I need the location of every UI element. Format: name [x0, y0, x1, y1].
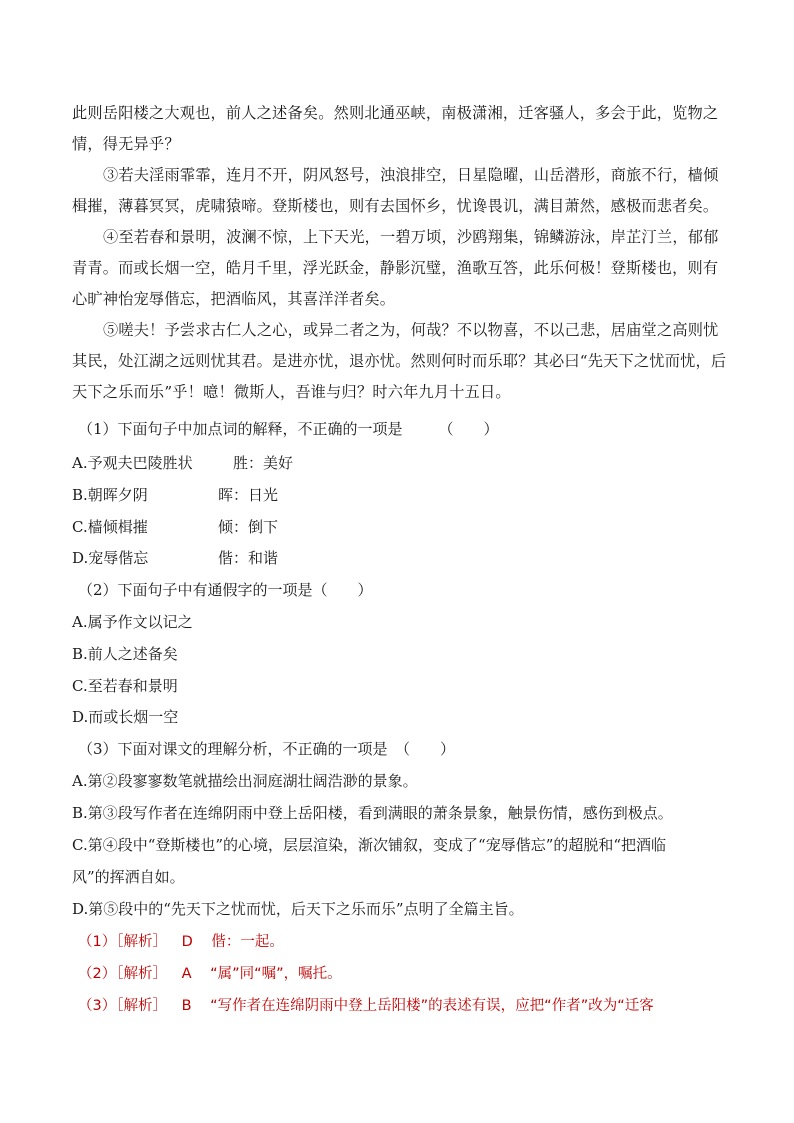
- passage-paragraph-4: ④至若春和景明，波澜不惊，上下天光，一碧万顷，沙鸥翔集，锦鳞游泳，岸芷汀兰，郁郁青青。而或长烟一空，皓月千里，浮光跃金，静影沉璧，渔歌互答，此乐何极！登斯楼也，则有心旷神怡宠辱偕忘，把酒临风，其喜洋洋者矣。: [72, 228, 719, 308]
- q1-option-b: B.朝晖夕阴: [72, 486, 148, 504]
- answer-2-text: “属”同“嘱”，嘱托。: [210, 966, 342, 982]
- q3-option-b: B.第③段写作者在连绵阴雨中登上岳阳楼，看到满眼的萧条景象，触景伤情，感伤到极点。: [72, 804, 673, 822]
- q1-option-a: A.予观夫巴陵胜状: [72, 454, 193, 472]
- answer-3-key: B: [181, 998, 192, 1014]
- question-1-stem: [78, 418, 499, 439]
- q3-option-d: D.第⑤段中的“先天下之忧而忧，后天下之乐而乐”点明了全篇主旨。: [72, 900, 524, 918]
- passage-paragraph-2: 此则岳阳楼之大观也，前人之述备矣。然则北通巫峡，南极潇湘，迁客骚人，多会于此，览物之情，得无异乎？: [72, 104, 719, 153]
- q1-option-d: D.宠辱偕忘: [72, 549, 149, 567]
- answer-3: [78, 994, 654, 1015]
- answer-2-key: A: [181, 966, 192, 982]
- answer-1: [78, 930, 284, 951]
- q3-option-a: A.第②段寥寥数笔就描绘出洞庭湖壮阔浩渺的景象。: [72, 772, 418, 790]
- q1-option-c-gloss: 倾：倒下: [218, 518, 279, 536]
- q1-option-d-gloss: 偕：和谐: [218, 549, 279, 567]
- question-1-bracket: （ ）: [438, 420, 499, 438]
- q2-option-c: C.至若春和景明: [72, 677, 178, 695]
- answer-2: [78, 962, 342, 983]
- question-1-text: （1）下面句子中加点词的解释，不正确的一项是: [78, 420, 403, 438]
- q3-option-c: C.第④段中“登斯楼也”的心境，层层渲染，渐次铺叙，变成了“宠辱偕忘”的超脱和“把酒临: [72, 836, 667, 854]
- answer-1-label: （1）［解析］: [78, 934, 167, 950]
- q2-option-d: D.而或长烟一空: [72, 708, 179, 726]
- passage-paragraph-5: ⑤嗟夫！予尝求古仁人之心，或异二者之为，何哉？不以物喜，不以己悲，居庙堂之高则忧其民，处江湖之远则忧其君。是进亦忧，退亦忧。然则何时而乐耶？其必曰“先天下之忧而忧，后天下之乐而乐”乎！噫！微斯人，吾谁与归？时六年九月十五日。: [72, 321, 727, 401]
- answer-1-text: 偕：一起。: [211, 934, 284, 950]
- passage: [72, 98, 730, 408]
- answer-3-label: （3）［解析］: [78, 998, 167, 1014]
- answer-1-key: D: [181, 934, 193, 950]
- question-3-stem: （3）下面对课文的理解分析，不正确的一项是 （ ）: [78, 740, 456, 758]
- q1-option-a-gloss: 胜：美好: [233, 454, 294, 472]
- q2-option-b: B.前人之述备矣: [72, 645, 178, 663]
- q1-option-b-gloss: 晖：日光: [218, 486, 279, 504]
- q3-option-c-continued: 风”的挥洒自如。: [72, 868, 185, 886]
- passage-paragraph-3: ③若夫淫雨霏霏，连月不开，阴风怒号，浊浪排空，日星隐曜，山岳潜形，商旅不行，樯倾楫摧，薄暮冥冥，虎啸猿啼。登斯楼也，则有去国怀乡，忧谗畏讥，满目萧然，感极而悲者矣。: [72, 166, 719, 215]
- question-2-stem: （2）下面句子中有通假字的一项是（ ）: [78, 581, 373, 599]
- q1-option-c: C.樯倾楫摧: [72, 518, 148, 536]
- answer-3-text: “写作者在连绵阴雨中登上岳阳楼”的表述有误，应把“作者”改为“迁客: [210, 998, 654, 1014]
- answer-2-label: （2）［解析］: [78, 966, 167, 982]
- q2-option-a: A.属予作文以记之: [72, 613, 193, 631]
